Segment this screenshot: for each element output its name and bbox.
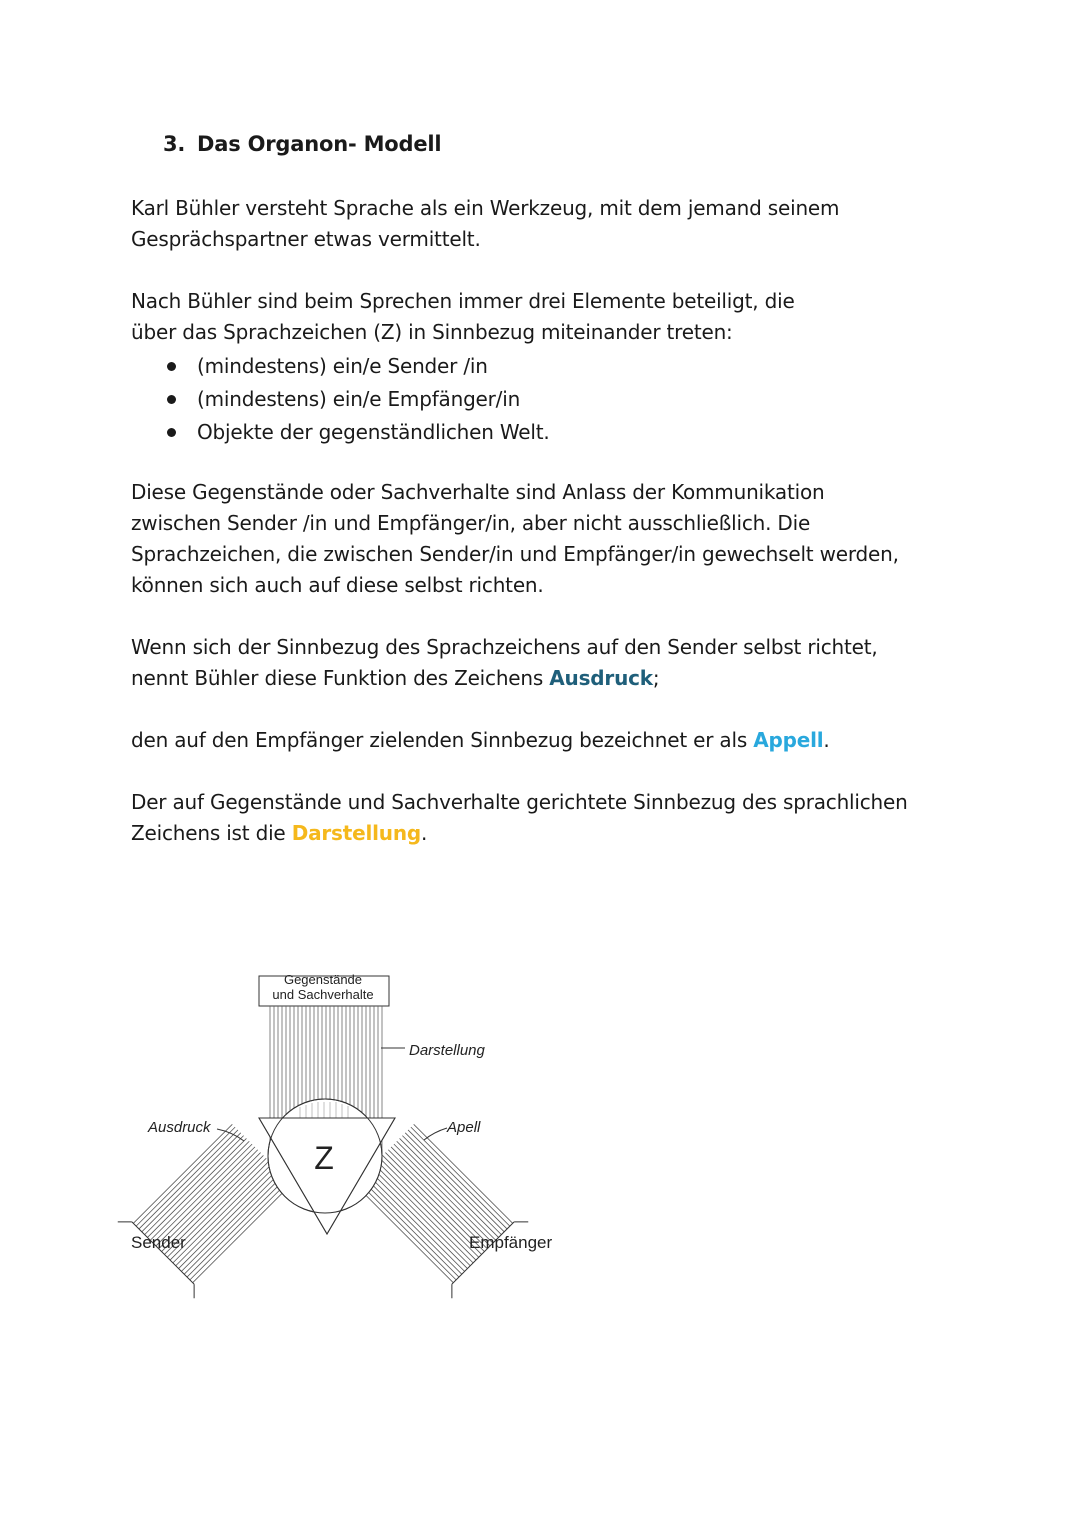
text-line: können sich auch auf diese selbst richten. (131, 573, 544, 597)
appell-label: Apell (447, 1119, 481, 1136)
list-item: (mindestens) ein/e Empfänger/in (163, 383, 550, 416)
sign-label: Z (314, 1140, 334, 1176)
empfaenger-label: Empfänger (469, 1233, 553, 1252)
objects-label: Gegenstände (283, 972, 363, 987)
text-line: Der auf Gegenstände und Sachverhalte gerichtete Sinnbezug des sprachlichen (131, 790, 908, 814)
text-line: Nach Bühler sind beim Sprechen immer drei Elemente beteiligt, die (131, 289, 795, 313)
paragraph-ausdruck (131, 632, 991, 694)
text-line: Gesprächspartner etwas vermittelt. (131, 227, 481, 251)
keyword-darstellung: Darstellung (291, 821, 421, 845)
text-line: Sprachzeichen, die zwischen Sender/in und Empfänger/in gewechselt werden, (131, 542, 899, 566)
keyword-appell: Appell (753, 728, 824, 752)
list-item: Objekte der gegenständlichen Welt. (163, 416, 550, 449)
text-fragment: den auf den Empfänger zielenden Sinnbezug bezeichnet er als (131, 728, 754, 752)
paragraph-darstellung (131, 787, 991, 849)
sender-label: Sender (131, 1233, 186, 1252)
text-fragment: . (420, 821, 428, 845)
paragraph-intro (131, 193, 991, 255)
paragraph-elements (131, 286, 991, 348)
text-fragment: Zeichens ist die (131, 821, 292, 845)
organon-model-diagram (0, 960, 640, 1320)
text-fragment: nennt Bühler diese Funktion des Zeichens (131, 666, 550, 690)
paragraph-objects (131, 477, 991, 601)
text-fragment: . (823, 728, 830, 752)
ausdruck-label: Ausdruck (148, 1119, 211, 1136)
text-fragment: ; (652, 666, 660, 690)
text-line: über das Sprachzeichen (Z) in Sinnbezug miteinander treten: (131, 320, 733, 344)
text-line (131, 663, 991, 694)
text-line (131, 818, 991, 849)
text-line: Wenn sich der Sinnbezug des Sprachzeichens auf den Sender selbst richtet, (131, 635, 878, 659)
section-title: Das Organon- Modell (197, 132, 442, 156)
text-line: Diese Gegenstände oder Sachverhalte sind Anlass der Kommunikation (131, 480, 825, 504)
keyword-ausdruck: Ausdruck (549, 666, 653, 690)
section-heading (163, 132, 441, 156)
text-line: Karl Bühler versteht Sprache als ein Werkzeug, mit dem jemand seinem (131, 196, 840, 220)
objects-label: und Sachverhalte (272, 987, 374, 1002)
list-item: (mindestens) ein/e Sender /in (163, 350, 550, 383)
darstellung-label: Darstellung (409, 1042, 485, 1059)
text-line: zwischen Sender /in und Empfänger/in, aber nicht ausschließlich. Die (131, 511, 811, 535)
elements-list (163, 350, 550, 449)
paragraph-appell (131, 725, 991, 756)
section-number: 3. (163, 132, 186, 156)
text-line (131, 725, 991, 756)
